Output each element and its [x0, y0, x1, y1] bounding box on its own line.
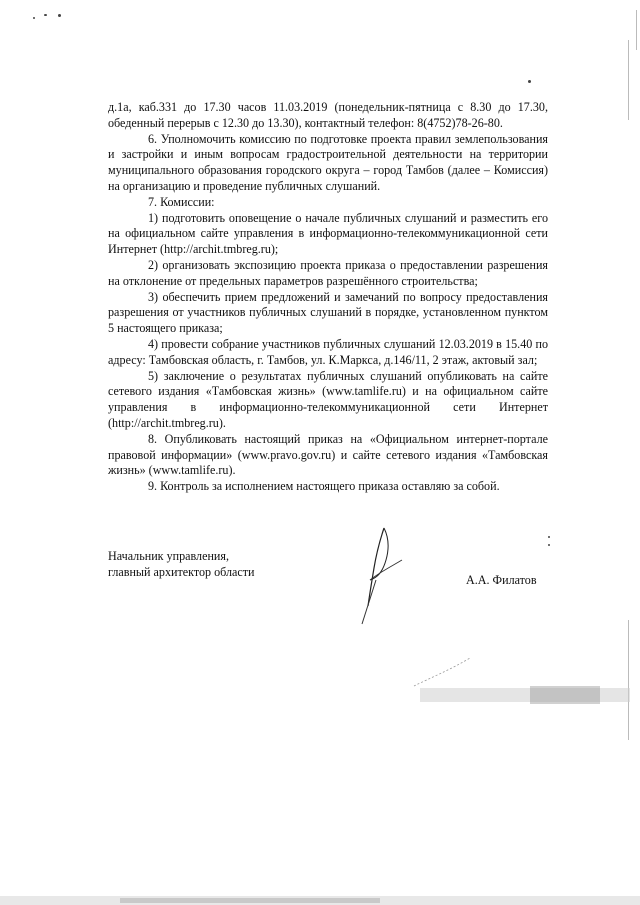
signatory-name: А.А. Филатов — [466, 573, 537, 587]
scan-speck — [528, 80, 531, 83]
paragraph-item-6: 6. Уполномочить комиссию по подготовке проекта правил землепользования и застройки и иным вопросам градостроительной деятельности на территории муниципального образования городского округа – город Тамбов (далее – Комиссия) на организацию и проведение публичных слушаний. — [108, 131, 548, 193]
scan-speck — [33, 17, 35, 19]
signatory-position — [108, 549, 255, 581]
scan-speck — [548, 536, 550, 538]
scan-speck — [44, 14, 47, 16]
subitem-4: 4) провести собрание участников публичных слушаний 12.03.2019 в 15.40 по адресу: Тамбовская область, г. Тамбов, ул. К.Маркса, д.146/11, 2 этаж, актовый зал; — [108, 336, 548, 367]
scan-speck — [58, 14, 61, 17]
subitem-1: 1) подготовить оповещение о начале публичных слушаний и разместить его на официальном сайте управления в информационно-телекоммуникационной сети Интернет (http://archit.tmbreg.ru); — [108, 210, 548, 257]
subitem-2: 2) организовать экспозицию проекта приказа о предоставлении разрешения на отклонение от предельных параметров разрешённого строительства; — [108, 257, 548, 288]
subitem-3: 3) обеспечить прием предложений и замечаний по вопросу предоставления разрешения от участников публичных слушаний в порядке, установленном пунктом 5 настоящего приказа; — [108, 289, 548, 336]
document-body — [108, 100, 548, 495]
scan-speck — [548, 544, 550, 546]
scan-edge-line — [628, 40, 629, 120]
scan-smudge — [0, 886, 640, 905]
paragraph-continuation: д.1а, каб.331 до 17.30 часов 11.03.2019 (понедельник-пятница с 8.30 до 17.30, обеденный перерыв с 12.30 до 13.30), контактный телефон: 8(4752)78-26-80. — [108, 100, 548, 130]
subitem-5: 5) заключение о результатах публичных слушаний опубликовать на сайте сетевого издания «Тамбовская жизнь» (www.tamlife.ru) и на официальном сайте управления в информационно-телекоммуникационной сети Интернет (http://archit.tmbreg.ru). — [108, 368, 548, 430]
paragraph-item-9: 9. Контроль за исполнением настоящего приказа оставляю за собой. — [148, 479, 500, 494]
scan-smudge — [420, 680, 630, 710]
handwritten-signature — [340, 520, 430, 630]
position-line-1: Начальник управления, — [108, 549, 229, 563]
paragraph-item-8: 8. Опубликовать настоящий приказ на «Официальном интернет-портале правовой информации» (www.pravo.gov.ru) и сайте сетевого издания «Тамбовская жизнь» (www.tamlife.ru). — [108, 431, 548, 478]
scan-edge-line — [636, 10, 637, 50]
position-line-2: главный архитектор области — [108, 564, 255, 579]
paragraph-item-7: 7. Комиссии: — [148, 194, 215, 209]
